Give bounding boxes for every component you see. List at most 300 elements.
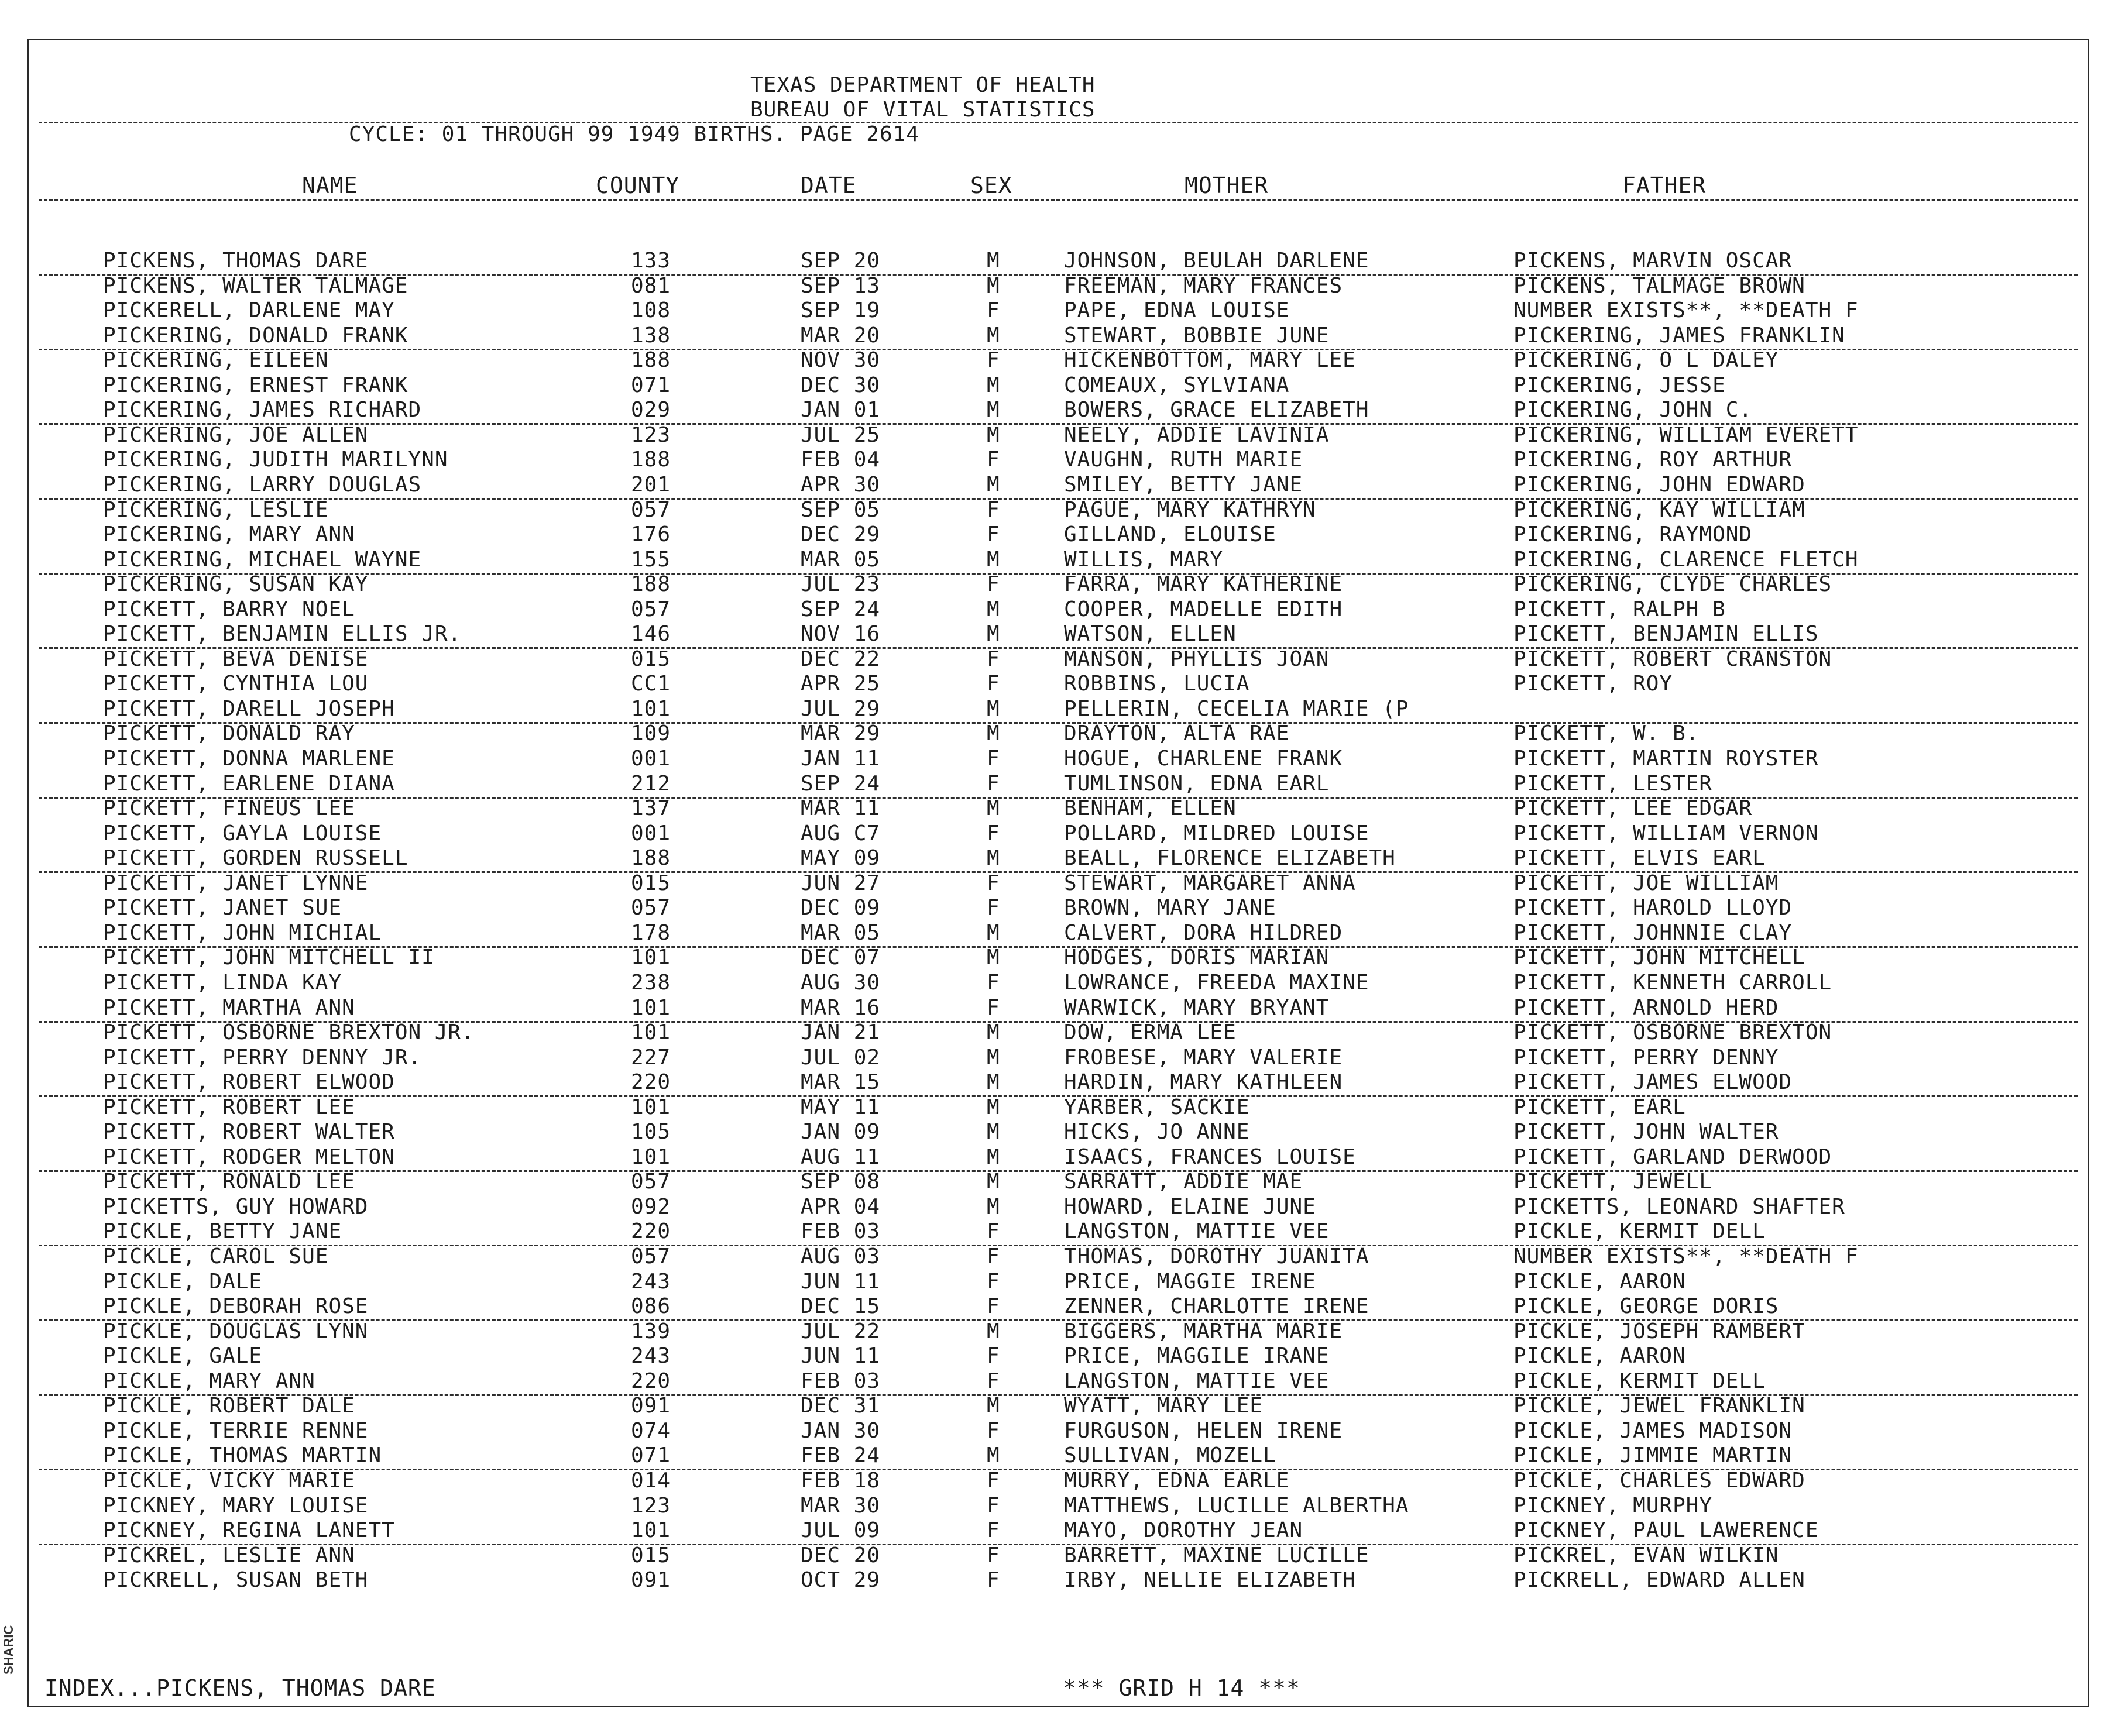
record-county: 101 [631, 996, 671, 1020]
table-row [0, 1197, 2108, 1222]
table-row [0, 873, 2108, 899]
table-row [0, 549, 2108, 575]
table-row [0, 1470, 2108, 1496]
record-sex: M [987, 1195, 1000, 1219]
record-county: 139 [631, 1319, 671, 1343]
record-date: APR 04 [801, 1195, 881, 1219]
record-date: DEC 30 [801, 373, 881, 397]
record-date: MAR 20 [801, 324, 881, 348]
record-name: PICKETT, PERRY DENNY JR. [103, 1046, 422, 1070]
record-name: PICKERING, JUDITH MARILYNN [103, 448, 448, 472]
record-name: PICKETT, ROBERT LEE [103, 1095, 355, 1119]
record-sex: F [987, 1270, 1000, 1294]
record-date: SEP 05 [801, 498, 881, 522]
record-county: CC1 [631, 672, 671, 696]
record-county: 109 [631, 721, 671, 745]
record-date: SEP 24 [801, 597, 881, 621]
record-father: PICKETT, LEE EDGAR [1513, 796, 1753, 820]
record-mother: PELLERIN, CECELIA MARIE (P [1064, 697, 1409, 721]
column-header-sex: SEX [970, 173, 1012, 198]
record-mother: BENHAM, ELLEN [1064, 796, 1237, 820]
record-county: 001 [631, 747, 671, 771]
record-father: PICKENS, TALMAGE BROWN [1513, 274, 1805, 298]
table-row [0, 1545, 2108, 1571]
record-name: PICKNEY, MARY LOUISE [103, 1494, 369, 1518]
record-mother: MAYO, DOROTHY JEAN [1064, 1518, 1303, 1542]
record-date: DEC 09 [801, 896, 881, 920]
record-date: SEP 13 [801, 274, 881, 298]
record-county: 081 [631, 274, 671, 298]
record-name: PICKETT, BARRY NOEL [103, 597, 355, 621]
record-sex: F [987, 1518, 1000, 1542]
record-county: 123 [631, 1494, 671, 1518]
record-name: PICKLE, GALE [103, 1344, 263, 1368]
record-date: NOV 30 [801, 348, 881, 372]
record-father: PICKETT, ROBERT CRANSTON [1513, 647, 1832, 671]
record-date: FEB 03 [801, 1219, 881, 1243]
table-row [0, 1171, 2108, 1197]
record-name: PICKETT, JANET SUE [103, 896, 342, 920]
record-date: DEC 20 [801, 1544, 881, 1567]
record-name: PICKETT, OSBORNE BREXTON JR. [103, 1020, 475, 1044]
record-name: PICKNEY, REGINA LANETT [103, 1518, 395, 1542]
record-mother: TUMLINSON, EDNA EARL [1064, 772, 1330, 796]
record-sex: F [987, 1544, 1000, 1567]
record-mother: LANGSTON, MATTIE VEE [1064, 1219, 1330, 1243]
record-sex: F [987, 1245, 1000, 1269]
record-sex: M [987, 324, 1000, 348]
table-row [0, 375, 2108, 401]
record-father: PICKETT, MARTIN ROYSTER [1513, 747, 1819, 771]
table-row [0, 250, 2108, 276]
table-row [0, 947, 2108, 973]
record-father: PICKERING, JOHN C. [1513, 398, 1753, 422]
record-name: PICKRELL, SUSAN BETH [103, 1568, 369, 1592]
record-county: 212 [631, 772, 671, 796]
table-row [0, 1072, 2108, 1098]
table-row [0, 1271, 2108, 1297]
record-mother: VAUGHN, RUTH MARIE [1064, 448, 1303, 472]
record-date: JUL 09 [801, 1518, 881, 1542]
record-date: DEC 07 [801, 946, 881, 970]
table-row [0, 848, 2108, 874]
record-county: 220 [631, 1070, 671, 1094]
record-sex: M [987, 597, 1000, 621]
record-date: MAR 30 [801, 1494, 881, 1518]
column-header-date: DATE [801, 173, 857, 198]
record-mother: HICKS, JO ANNE [1064, 1120, 1250, 1144]
record-name: PICKERING, LARRY DOUGLAS [103, 473, 422, 497]
record-date: JUL 29 [801, 697, 881, 721]
table-row [0, 1371, 2108, 1397]
table-row [0, 699, 2108, 724]
cycle-line: CYCLE: 01 THROUGH 99 1949 BIRTHS. PAGE 2614 [349, 122, 919, 146]
table-row [0, 673, 2108, 699]
column-header-name: NAME [302, 173, 358, 198]
record-sex: M [987, 1319, 1000, 1343]
record-mother: LANGSTON, MATTIE VEE [1064, 1369, 1330, 1393]
record-name: PICKLE, DALE [103, 1270, 263, 1294]
record-county: 057 [631, 1170, 671, 1194]
record-mother: WILLIS, MARY [1064, 548, 1224, 572]
record-mother: LOWRANCE, FREEDA MAXINE [1064, 971, 1369, 995]
record-county: 101 [631, 1145, 671, 1169]
record-date: FEB 24 [801, 1443, 881, 1467]
record-mother: BOWERS, GRACE ELIZABETH [1064, 398, 1369, 422]
record-name: PICKETT, RONALD LEE [103, 1170, 355, 1194]
record-father: PICKETT, EARL [1513, 1095, 1686, 1119]
record-date: FEB 04 [801, 448, 881, 472]
record-name: PICKETT, MARTHA ANN [103, 996, 355, 1020]
record-county: 101 [631, 1095, 671, 1119]
record-mother: BEALL, FLORENCE ELIZABETH [1064, 846, 1396, 870]
record-name: PICKLE, DOUGLAS LYNN [103, 1319, 369, 1343]
record-father: PICKENS, MARVIN OSCAR [1513, 249, 1793, 273]
record-mother: THOMAS, DOROTHY JUANITA [1064, 1245, 1369, 1269]
table-row [0, 748, 2108, 774]
record-mother: WATSON, ELLEN [1064, 622, 1237, 646]
record-county: 015 [631, 1544, 671, 1567]
record-mother: WARWICK, MARY BRYANT [1064, 996, 1330, 1020]
record-name: PICKETT, JOHN MICHIAL [103, 921, 382, 945]
record-father: PICKERING, RAYMOND [1513, 522, 1753, 546]
record-date: JUN 27 [801, 871, 881, 895]
table-row [0, 1421, 2108, 1446]
record-father: PICKERING, KAY WILLIAM [1513, 498, 1805, 522]
table-row [0, 1346, 2108, 1371]
record-mother: FREEMAN, MARY FRANCES [1064, 274, 1343, 298]
record-mother: SULLIVAN, MOZELL [1064, 1443, 1276, 1467]
record-date: APR 25 [801, 672, 881, 696]
record-name: PICKETTS, GUY HOWARD [103, 1195, 369, 1219]
footer-grid: *** GRID H 14 *** [1063, 1675, 1300, 1701]
table-row [0, 574, 2108, 600]
record-county: 071 [631, 373, 671, 397]
record-father: PICKETT, W. B. [1513, 721, 1700, 745]
record-county: 057 [631, 597, 671, 621]
record-father: PICKETT, JEWELL [1513, 1170, 1713, 1194]
record-date: JUN 11 [801, 1270, 881, 1294]
record-sex: F [987, 522, 1000, 546]
record-county: 101 [631, 1020, 671, 1044]
table-row [0, 599, 2108, 625]
record-date: NOV 16 [801, 622, 881, 646]
record-father: PICKNEY, MURPHY [1513, 1494, 1713, 1518]
table-row [0, 774, 2108, 799]
record-father: PICKREL, EVAN WILKIN [1513, 1544, 1779, 1567]
record-name: PICKERING, LESLIE [103, 498, 329, 522]
record-sex: M [987, 1070, 1000, 1094]
header-department: TEXAS DEPARTMENT OF HEALTH [750, 73, 1096, 97]
record-mother: NEELY, ADDIE LAVINIA [1064, 423, 1330, 447]
record-mother: YARBER, SACKIE [1064, 1095, 1250, 1119]
record-sex: F [987, 821, 1000, 845]
record-county: 188 [631, 846, 671, 870]
record-name: PICKLE, CAROL SUE [103, 1245, 329, 1269]
record-date: JUL 02 [801, 1046, 881, 1070]
record-sex: F [987, 896, 1000, 920]
record-county: 146 [631, 622, 671, 646]
record-father: NUMBER EXISTS**, **DEATH F [1513, 1245, 1859, 1269]
record-name: PICKLE, ROBERT DALE [103, 1394, 355, 1418]
record-name: PICKETT, RODGER MELTON [103, 1145, 395, 1169]
record-date: JAN 01 [801, 398, 881, 422]
record-father: PICKETT, OSBORNE BREXTON [1513, 1020, 1832, 1044]
record-name: PICKREL, LESLIE ANN [103, 1544, 355, 1567]
record-sex: F [987, 1344, 1000, 1368]
table-row [0, 624, 2108, 649]
record-father: PICKETT, ROY [1513, 672, 1673, 696]
record-sex: M [987, 1394, 1000, 1418]
record-mother: HOWARD, ELAINE JUNE [1064, 1195, 1316, 1219]
record-county: 057 [631, 896, 671, 920]
column-header-county: COUNTY [596, 173, 680, 198]
record-name: PICKLE, DEBORAH ROSE [103, 1294, 369, 1318]
record-name: PICKERING, SUSAN KAY [103, 572, 369, 596]
record-name: PICKETT, BEVA DENISE [103, 647, 369, 671]
record-mother: IRBY, NELLIE ELIZABETH [1064, 1568, 1356, 1592]
record-father: PICKLE, GEORGE DORIS [1513, 1294, 1779, 1318]
table-row [0, 723, 2108, 749]
record-father: PICKRELL, EDWARD ALLEN [1513, 1568, 1805, 1592]
record-date: AUG C7 [801, 821, 881, 845]
record-mother: STEWART, MARGARET ANNA [1064, 871, 1356, 895]
table-row [0, 350, 2108, 376]
header-bureau: BUREAU OF VITAL STATISTICS [750, 98, 1096, 122]
record-mother: FROBESE, MARY VALERIE [1064, 1046, 1343, 1070]
record-name: PICKERING, MARY ANN [103, 522, 355, 546]
table-row [0, 325, 2108, 351]
record-county: 243 [631, 1270, 671, 1294]
record-date: DEC 22 [801, 647, 881, 671]
record-date: JUL 25 [801, 423, 881, 447]
table-row [0, 898, 2108, 923]
record-father: PICKETT, LESTER [1513, 772, 1713, 796]
table-row [0, 276, 2108, 301]
record-sex: M [987, 721, 1000, 745]
record-date: AUG 11 [801, 1145, 881, 1169]
record-name: PICKLE, VICKY MARIE [103, 1469, 355, 1493]
record-father: PICKETT, JOHNNIE CLAY [1513, 921, 1793, 945]
table-row [0, 400, 2108, 425]
record-sex: F [987, 298, 1000, 322]
table-row [0, 449, 2108, 475]
record-county: 029 [631, 398, 671, 422]
record-father: PICKETT, PERRY DENNY [1513, 1046, 1779, 1070]
table-row [0, 923, 2108, 948]
table-row [0, 1296, 2108, 1322]
record-sex: F [987, 348, 1000, 372]
table-row [0, 1520, 2108, 1546]
record-sex: M [987, 921, 1000, 945]
record-date: FEB 03 [801, 1369, 881, 1393]
record-date: MAY 11 [801, 1095, 881, 1119]
table-row [0, 1570, 2108, 1596]
table-row [0, 475, 2108, 500]
record-sex: M [987, 796, 1000, 820]
record-mother: STEWART, BOBBIE JUNE [1064, 324, 1330, 348]
table-row [0, 1047, 2108, 1073]
record-father: PICKERING, JAMES FRANKLIN [1513, 324, 1845, 348]
record-mother: POLLARD, MILDRED LOUISE [1064, 821, 1369, 845]
record-sex: M [987, 1020, 1000, 1044]
record-date: JAN 21 [801, 1020, 881, 1044]
record-sex: M [987, 1443, 1000, 1467]
record-father: PICKETT, JOE WILLIAM [1513, 871, 1779, 895]
record-date: MAY 09 [801, 846, 881, 870]
record-mother: BIGGERS, MARTHA MARIE [1064, 1319, 1343, 1343]
record-father: PICKLE, CHARLES EDWARD [1513, 1469, 1805, 1493]
record-name: PICKETT, ROBERT ELWOOD [103, 1070, 395, 1094]
record-sex: F [987, 747, 1000, 771]
record-father: PICKLE, KERMIT DELL [1513, 1369, 1766, 1393]
record-county: 015 [631, 871, 671, 895]
record-name: PICKETT, CYNTHIA LOU [103, 672, 369, 696]
table-row [0, 1221, 2108, 1247]
record-county: 227 [631, 1046, 671, 1070]
record-county: 137 [631, 796, 671, 820]
table-row [0, 1022, 2108, 1048]
record-county: 101 [631, 697, 671, 721]
record-sex: F [987, 1568, 1000, 1592]
record-father: PICKLE, KERMIT DELL [1513, 1219, 1766, 1243]
record-mother: PAGUE, MARY KATHRYN [1064, 498, 1316, 522]
record-father: PICKLE, JIMMIE MARTIN [1513, 1443, 1793, 1467]
record-name: PICKENS, THOMAS DARE [103, 249, 369, 273]
record-name: PICKERELL, DARLENE MAY [103, 298, 395, 322]
record-name: PICKLE, TERRIE RENNE [103, 1419, 369, 1443]
record-father: PICKLE, AARON [1513, 1270, 1686, 1294]
record-county: 138 [631, 324, 671, 348]
record-date: JAN 09 [801, 1120, 881, 1144]
record-county: 155 [631, 548, 671, 572]
record-county: 201 [631, 473, 671, 497]
record-name: PICKENS, WALTER TALMAGE [103, 274, 408, 298]
record-date: MAR 05 [801, 548, 881, 572]
record-county: 243 [631, 1344, 671, 1368]
record-mother: ISAACS, FRANCES LOUISE [1064, 1145, 1356, 1169]
record-county: 101 [631, 946, 671, 970]
record-father: PICKERING, JESSE [1513, 373, 1726, 397]
record-father: PICKETT, HAROLD LLOYD [1513, 896, 1793, 920]
record-father: PICKETT, GARLAND DERWOOD [1513, 1145, 1832, 1169]
record-sex: F [987, 672, 1000, 696]
record-mother: COOPER, MADELLE EDITH [1064, 597, 1343, 621]
record-sex: M [987, 1170, 1000, 1194]
record-date: MAR 16 [801, 996, 881, 1020]
record-father: PICKERING, O L DALEY [1513, 348, 1779, 372]
record-date: SEP 20 [801, 249, 881, 273]
record-date: AUG 30 [801, 971, 881, 995]
record-name: PICKETT, ROBERT WALTER [103, 1120, 395, 1144]
record-county: 015 [631, 647, 671, 671]
table-row [0, 1097, 2108, 1123]
record-name: PICKERING, DONALD FRANK [103, 324, 408, 348]
record-date: SEP 24 [801, 772, 881, 796]
record-county: 188 [631, 572, 671, 596]
record-sex: M [987, 548, 1000, 572]
record-mother: MANSON, PHYLLIS JOAN [1064, 647, 1330, 671]
record-sex: M [987, 249, 1000, 273]
record-sex: F [987, 498, 1000, 522]
record-father: PICKETT, BENJAMIN ELLIS [1513, 622, 1819, 646]
record-county: 091 [631, 1394, 671, 1418]
record-county: 057 [631, 1245, 671, 1269]
record-county: 105 [631, 1120, 671, 1144]
record-mother: FARRA, MARY KATHERINE [1064, 572, 1343, 596]
record-date: SEP 08 [801, 1170, 881, 1194]
record-sex: M [987, 473, 1000, 497]
record-name: PICKLE, MARY ANN [103, 1369, 315, 1393]
record-county: 071 [631, 1443, 671, 1467]
record-county: 086 [631, 1294, 671, 1318]
record-sex: M [987, 946, 1000, 970]
record-mother: BARRETT, MAXINE LUCILLE [1064, 1544, 1369, 1567]
record-sex: F [987, 647, 1000, 671]
record-sex: M [987, 274, 1000, 298]
record-date: JUN 11 [801, 1344, 881, 1368]
record-date: MAR 29 [801, 721, 881, 745]
record-mother: DRAYTON, ALTA RAE [1064, 721, 1290, 745]
record-mother: HICKENBOTTOM, MARY LEE [1064, 348, 1356, 372]
column-header-mother: MOTHER [1185, 173, 1269, 198]
record-name: PICKERING, JOE ALLEN [103, 423, 369, 447]
record-date: JUL 23 [801, 572, 881, 596]
record-mother: CALVERT, DORA HILDRED [1064, 921, 1343, 945]
record-name: PICKETT, LINDA KAY [103, 971, 342, 995]
record-father: PICKERING, JOHN EDWARD [1513, 473, 1805, 497]
record-sex: F [987, 1469, 1000, 1493]
record-father: PICKETT, KENNETH CARROLL [1513, 971, 1832, 995]
record-county: 108 [631, 298, 671, 322]
column-header-rule [39, 199, 2078, 201]
record-father: PICKETT, ARNOLD HERD [1513, 996, 1779, 1020]
record-sex: M [987, 373, 1000, 397]
record-mother: COMEAUX, SYLVIANA [1064, 373, 1290, 397]
table-row [0, 649, 2108, 675]
record-name: PICKETT, JOHN MITCHELL II [103, 946, 435, 970]
record-mother: FURGUSON, HELEN IRENE [1064, 1419, 1343, 1443]
record-county: 101 [631, 1518, 671, 1542]
record-sex: M [987, 846, 1000, 870]
record-date: MAR 05 [801, 921, 881, 945]
record-date: DEC 31 [801, 1394, 881, 1418]
record-father: PICKLE, JOSEPH RAMBERT [1513, 1319, 1805, 1343]
record-name: PICKERING, MICHAEL WAYNE [103, 548, 422, 572]
record-date: MAR 11 [801, 796, 881, 820]
record-name: PICKETT, DARELL JOSEPH [103, 697, 395, 721]
record-sex: F [987, 572, 1000, 596]
record-father: PICKETT, ELVIS EARL [1513, 846, 1766, 870]
record-name: PICKLE, BETTY JANE [103, 1219, 342, 1243]
record-mother: ROBBINS, LUCIA [1064, 672, 1250, 696]
record-sex: F [987, 1369, 1000, 1393]
table-row [0, 524, 2108, 550]
column-header-father: FATHER [1622, 173, 1707, 198]
record-mother: HOGUE, CHARLENE FRANK [1064, 747, 1343, 771]
record-date: JAN 30 [801, 1419, 881, 1443]
record-mother: PAPE, EDNA LOUISE [1064, 298, 1290, 322]
record-date: DEC 29 [801, 522, 881, 546]
record-date: SEP 19 [801, 298, 881, 322]
record-father: PICKNEY, PAUL LAWERENCE [1513, 1518, 1819, 1542]
record-father: PICKETTS, LEONARD SHAFTER [1513, 1195, 1845, 1219]
side-label: SHARIC [1, 1625, 16, 1675]
record-county: 188 [631, 348, 671, 372]
record-name: PICKERING, ERNEST FRANK [103, 373, 408, 397]
record-sex: F [987, 996, 1000, 1020]
record-county: 238 [631, 971, 671, 995]
